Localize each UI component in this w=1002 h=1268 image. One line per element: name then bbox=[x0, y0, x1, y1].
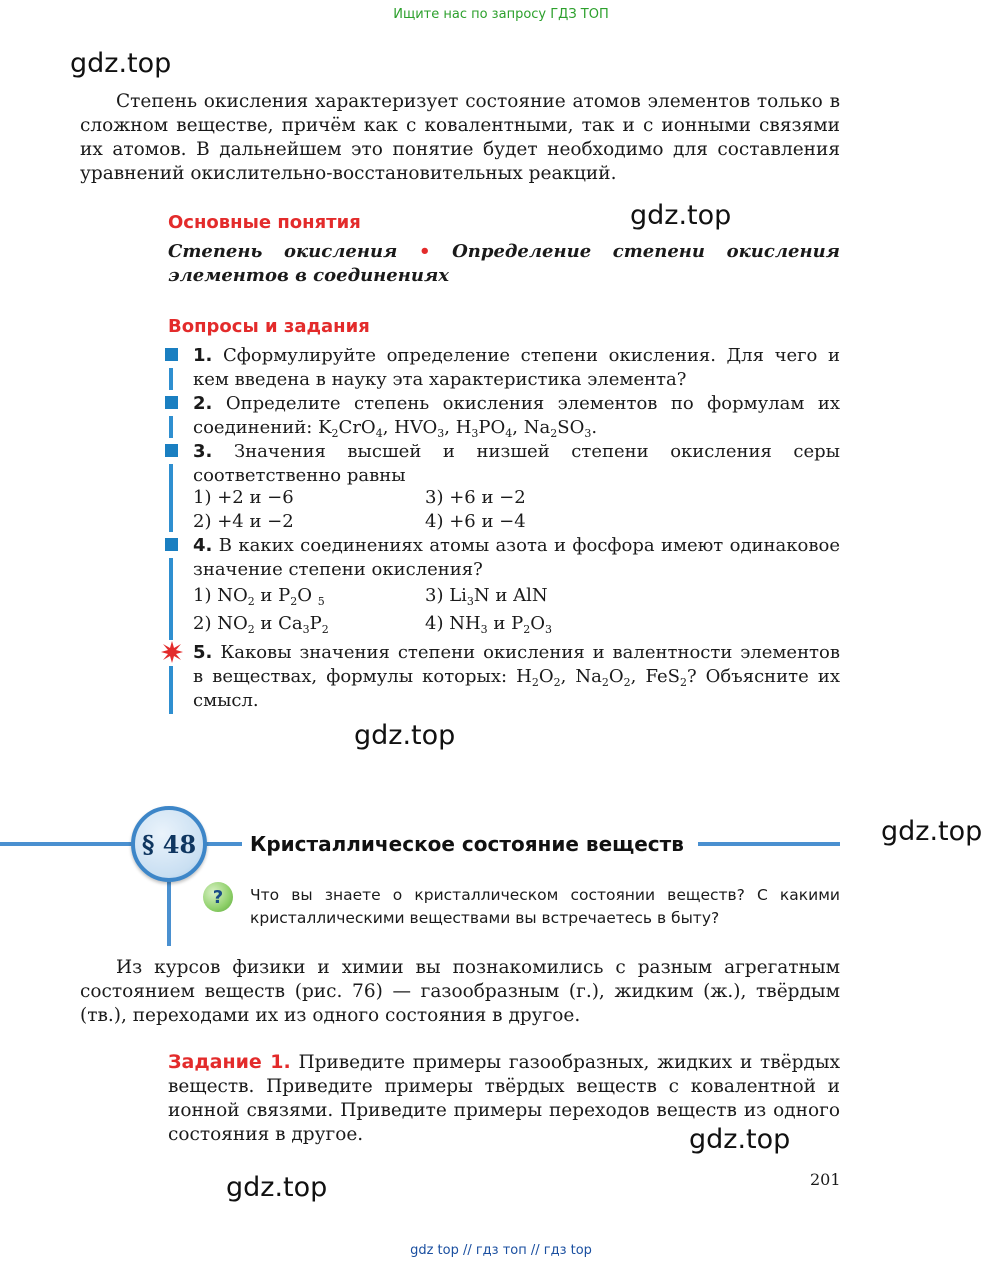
questions-heading: Вопросы и задания bbox=[168, 316, 370, 337]
watermark: gdz.top bbox=[70, 48, 172, 79]
top-banner: Ищите нас по запросу ГДЗ ТОП bbox=[393, 7, 609, 22]
watermark: gdz.top bbox=[226, 1172, 328, 1203]
concept-item: Степень окисления bbox=[168, 241, 398, 262]
star-icon bbox=[160, 640, 184, 664]
watermark: gdz.top bbox=[354, 720, 456, 751]
task-level-rule bbox=[169, 666, 173, 714]
section-rule-left bbox=[0, 842, 136, 846]
formula-list: $H_2O_2$, $Na_2O_2$, FeS$_2$ bbox=[516, 666, 687, 689]
answer-option: 3) $Li_3N$ и AlN bbox=[425, 585, 548, 608]
task-level-rule bbox=[169, 464, 173, 532]
question-1: 1. Сформулируйте определение степени окисления. Для чего и кем введена в науку эта характеристика элемента? bbox=[193, 345, 841, 390]
task-level-marker bbox=[165, 444, 178, 457]
task-1: Задание 1. Приведите примеры газообразных, жидких и твёрдых веществ. Приведите примеры твёрдых веществ с ковалентной и ионной связями. Приведите примеры переходов веществ из одного состояния в другое. bbox=[168, 1051, 840, 1145]
basic-concepts-list bbox=[168, 240, 840, 288]
question-5: 5. Каковы значения степени окисления и валентности элементов в веществах, формулы которых: $H_2O_2$, $Na_2O_2$, FeS$_2$? Объясните их смысл. bbox=[193, 642, 840, 711]
answer-option: 3) +6 и −2 bbox=[425, 487, 526, 508]
task-level-marker bbox=[165, 396, 178, 409]
task-level-marker bbox=[165, 538, 178, 551]
question-bubble-icon: ? bbox=[203, 882, 233, 912]
formula-list: $K_2CrO_4$, $HVO_3$, $H_3PO_4$, $Na_2SO_3$. bbox=[318, 417, 598, 440]
section-rule-vertical bbox=[167, 880, 171, 946]
question-3: 3. Значения высшей и низшей степени окисления серы соответственно равны bbox=[193, 441, 840, 486]
section-paragraph: Из курсов физики и химии вы познакомились с разным агрегатным состоянием веществ (рис. 76) — газообразным (г.), жидким (ж.), твёрдым (тв.), переходами их из одного состояния в другое. bbox=[80, 957, 840, 1026]
task-level-rule bbox=[169, 558, 173, 640]
section-title: Кристаллическое состояние веществ bbox=[250, 832, 684, 856]
task-level-rule bbox=[169, 368, 173, 390]
section-number-badge: § 48 bbox=[131, 806, 207, 882]
section-rule-right bbox=[698, 842, 840, 846]
task-label: Задание 1. bbox=[168, 1051, 291, 1073]
answer-option: 4) +6 и −4 bbox=[425, 511, 526, 532]
concept-item: Определение степени окисления элементов в соединениях bbox=[168, 241, 840, 286]
answer-option: 2) +4 и −2 bbox=[193, 511, 294, 532]
answer-option: 2) $NO_2$ и $Ca_3P_2$ bbox=[193, 613, 329, 636]
concept-separator: • bbox=[418, 241, 431, 262]
task-level-rule bbox=[169, 416, 173, 438]
answer-option: 4) $NH_3$ и $P_2O_3$ bbox=[425, 613, 552, 636]
question-4: 4. В каких соединениях атомы азота и фосфора имеют одинаковое значение степени окисления? bbox=[193, 535, 840, 580]
answer-option: 1) +2 и −6 bbox=[193, 487, 294, 508]
section-rule-middle bbox=[206, 842, 242, 846]
watermark: gdz.top bbox=[689, 1124, 791, 1155]
watermark: gdz.top bbox=[630, 200, 732, 231]
watermark: gdz.top bbox=[881, 816, 983, 847]
section-intro-question: Что вы знаете о кристаллическом состоянии веществ? С какими кристаллическими веществами вы встречаетесь в быту? bbox=[250, 886, 840, 927]
page-number: 201 bbox=[810, 1170, 841, 1189]
basic-concepts-heading: Основные понятия bbox=[168, 212, 361, 233]
footer-links: gdz top // гдз топ // гдз top bbox=[410, 1243, 592, 1258]
task-level-marker bbox=[165, 348, 178, 361]
answer-option: 1) $NO_2$ и $P_2O$ $_5$ bbox=[193, 585, 325, 608]
intro-paragraph: Степень окисления характеризует состояние атомов элементов только в сложном веществе, причём как с ковалентными, так и с ионными связями их атомов. В дальнейшем это понятие будет необходимо для составления уравнений окислительно-восстановительных реакций. bbox=[80, 91, 840, 184]
question-2: 2. Определите степень окисления элементов по формулам их соединений: $K_2CrO_4$, $HVO_3$, $H_3PO_4$, $Na_2SO_3$. bbox=[193, 393, 840, 440]
